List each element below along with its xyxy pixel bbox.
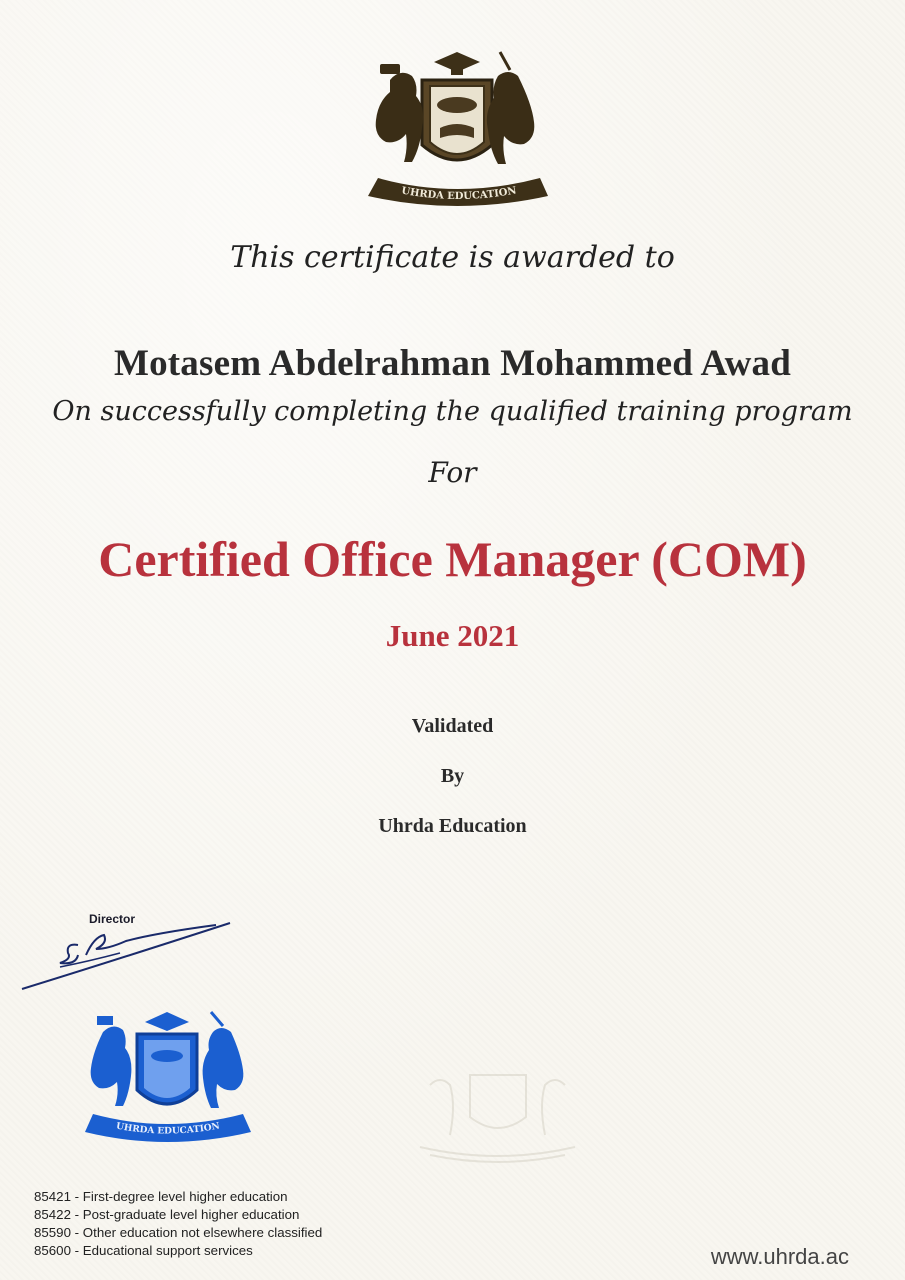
code-line: 85590 - Other education not elsewhere classified [34, 1225, 323, 1240]
for-word: For [428, 456, 477, 489]
completion-line: On successfully completing the qualified training program [52, 396, 853, 427]
code-line: 85600 - Educational support services [34, 1243, 253, 1258]
program-title: Certified Office Manager (COM) [98, 531, 807, 587]
director-label: Director [89, 912, 136, 926]
recipient-name: Motasem Abdelrahman Mohammed Awad [113, 343, 792, 384]
validated-label: Validated [411, 715, 494, 737]
code-line: 85421 - First-degree level higher education [34, 1189, 288, 1204]
website-url: www.uhrda.ac [710, 1244, 849, 1269]
award-date: June 2021 [385, 618, 520, 653]
crest-logo [350, 50, 565, 208]
blue-stamp-crest [75, 1010, 260, 1145]
awarded-line: This certificate is awarded to [230, 240, 675, 275]
stamp-banner-text: UHRDA EDUCATION [115, 1121, 221, 1137]
embossed-seal [410, 1055, 585, 1170]
director-signature [20, 915, 235, 995]
by-label: By [440, 765, 465, 787]
code-line: 85422 - Post-graduate level higher education [34, 1207, 300, 1222]
classification-codes [34, 1188, 322, 1260]
issuing-organization: Uhrda Education [378, 815, 527, 837]
crest-banner-text: UHRDA EDUCATION [400, 185, 518, 203]
